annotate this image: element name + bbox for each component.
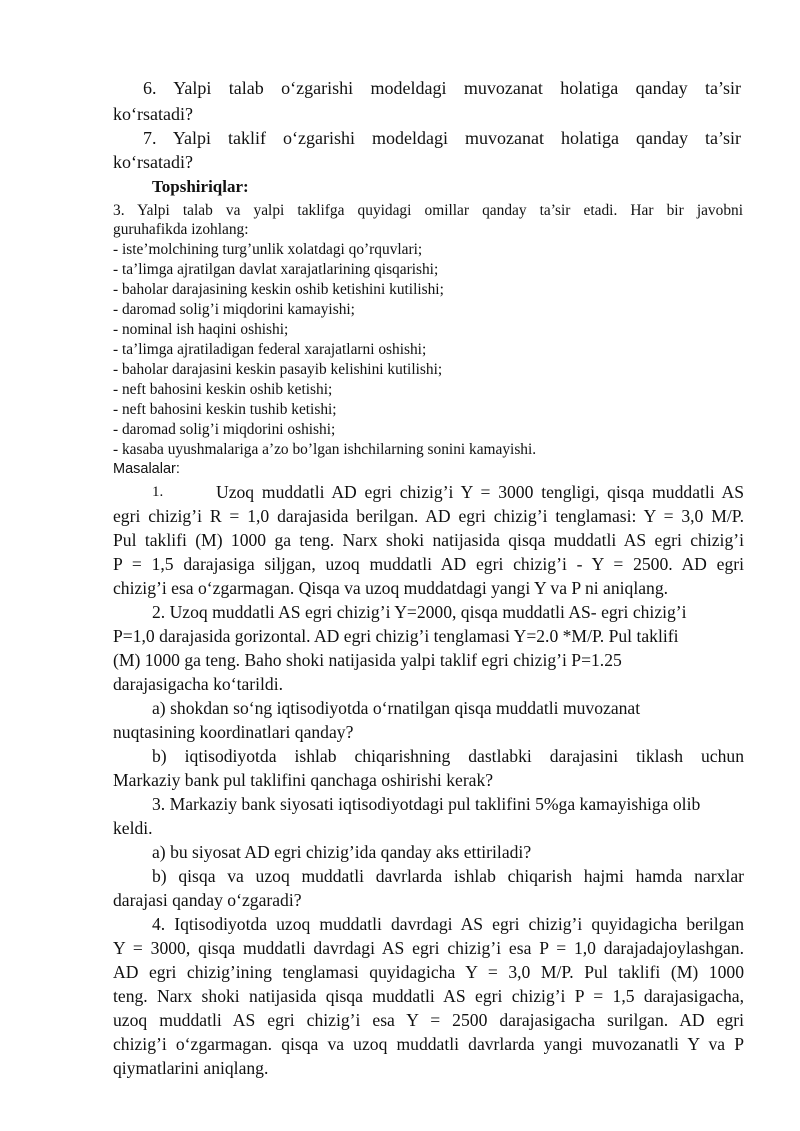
problem-4-line-5: uzoq muddatli AS egri chizig’i esa Y = 2500 darajasigacha surilgan. AD egri (113, 1010, 744, 1030)
problem-1-line-2: egri chizig’i R = 1,0 darajasida berilgan. AD egri chizig’i tenglamasi: Y = 3,0 M/P. (113, 506, 744, 526)
problem-4-line-6: chizig’i o‘zgarmagan. qisqa va uzoq muddatli davrlarda yangi muvozanatli Y va P (113, 1034, 744, 1054)
task-3-line-2: guruhafikda izohlang: (113, 221, 249, 238)
task-item: - neft bahosini keskin tushib ketishi; (113, 401, 337, 418)
task-3-line-1: 3. Yalpi talab va yalpi taklifga quyidagi omillar qanday ta’sir etadi. Har bir javobni (113, 202, 743, 219)
task-item: - baholar darajasini keskin pasayib kelishini kutilishi; (113, 361, 443, 378)
problem-2-line-4: darajasigacha ko‘tarildi. (113, 674, 283, 694)
problem-3-a-line-1: a) bu siyosat AD egri chizig’ida qanday aks ettiriladi? (152, 842, 532, 862)
problem-3-line-2: keldi. (113, 818, 153, 838)
tasks-heading: Topshiriqlar: (152, 177, 249, 196)
task-item: - ta’limga ajratiladigan federal xarajatlarni oshishi; (113, 341, 427, 358)
problem-4-line-2: Y = 3000, qisqa muddatli davrdagi AS egri chizig’i esa P = 1,0 darajadajoylashgan. (113, 938, 744, 958)
problem-3-line-1: 3. Markaziy bank siyosati iqtisodiyotdagi pul taklifini 5%ga kamayishiga olib (152, 794, 701, 814)
task-item: - kasaba uyushmalariga a’zo bo’lgan ishchilarning sonini kamayishi. (113, 441, 537, 458)
task-item: - ta’limga ajratilgan davlat xarajatlarining qisqarishi; (113, 261, 439, 278)
problems-heading: Masalalar: (113, 461, 180, 477)
problem-1-line-4: P = 1,5 darajasiga siljgan, uzoq muddatli AD egri chizig’i - Y = 2500. AD egri (113, 554, 744, 574)
problem-2-a-line-2: nuqtasining koordinatlari qanday? (113, 722, 354, 742)
problem-4-line-3: AD egri chizig’ining tenglamasi quyidagicha Y = 3,0 M/P. Pul taklifi (M) 1000 (113, 962, 744, 982)
task-item: - nominal ish haqini oshishi; (113, 321, 289, 338)
task-item: - iste’molchining turg’unlik xolatdagi qo’rquvlari; (113, 241, 423, 258)
problem-2-line-2: P=1,0 darajasida gorizontal. AD egri chizig’i tenglamasi Y=2.0 *M/P. Pul taklifi (113, 626, 679, 646)
task-item: - neft bahosini keskin oshib ketishi; (113, 381, 333, 398)
problem-2-line-1: 2. Uzoq muddatli AS egri chizig’i Y=2000, qisqa muddatli AS- egri chizig’i (152, 602, 687, 622)
task-item: - daromad solig’i miqdorini kamayishi; (113, 301, 355, 318)
problem-4-line-7: qiymatlarini aniqlang. (113, 1058, 269, 1078)
problem-2-a-line-1: a) shokdan so‘ng iqtisodiyotda o‘rnatilgan qisqa muddatli muvozanat (152, 698, 641, 718)
problem-1-line-3: Pul taklifi (M) 1000 ga teng. Narx shoki natijasida qisqa muddatli AS egri chizig’i (113, 530, 744, 550)
problem-3-b-line-1: b) qisqa va uzoq muddatli davrlarda ishlab chiqarish hajmi hamda narxlar (152, 866, 744, 886)
problem-2-b-line-2: Markaziy bank pul taklifini qanchaga oshirishi kerak? (113, 770, 494, 790)
task-item: - daromad solig’i miqdorini oshishi; (113, 421, 336, 438)
problem-2-line-3: (M) 1000 ga teng. Baho shoki natijasida yalpi taklif egri chizig’i P=1.25 (113, 650, 622, 670)
question-6-line-1: 6. Yalpi talab o‘zgarishi modeldagi muvozanat holatiga qanday ta’sir (143, 78, 741, 98)
problem-2-b-line-1: b) iqtisodiyotda ishlab chiqarishning dastlabki darajasini tiklash uchun (152, 746, 744, 766)
problem-1-number: 1. (152, 484, 164, 500)
question-7-line-2: ko‘rsatadi? (113, 152, 193, 172)
question-7-line-1: 7. Yalpi taklif o‘zgarishi modeldagi muvozanat holatiga qanday ta’sir (143, 128, 741, 148)
problem-1-line-1: Uzoq muddatli AD egri chizig’i Y = 3000 tengligi, qisqa muddatli AS (216, 482, 744, 502)
problem-3-b-line-2: darajasi qanday o‘zgaradi? (113, 890, 302, 910)
problem-4-line-4: teng. Narx shoki natijasida qisqa muddatli AS egri chizig’i P = 1,5 darajasigacha, (113, 986, 744, 1006)
problem-1-line-5: chizig’i esa o‘zgarmagan. Qisqa va uzoq muddatdagi yangi Y va P ni aniqlang. (113, 578, 669, 598)
question-6-line-2: ko‘rsatadi? (113, 104, 193, 124)
task-item: - baholar darajasining keskin oshib ketishini kutilishi; (113, 281, 444, 298)
problem-4-line-1: 4. Iqtisodiyotda uzoq muddatli davrdagi AS egri chizig’i quyidagicha berilgan (152, 914, 744, 934)
